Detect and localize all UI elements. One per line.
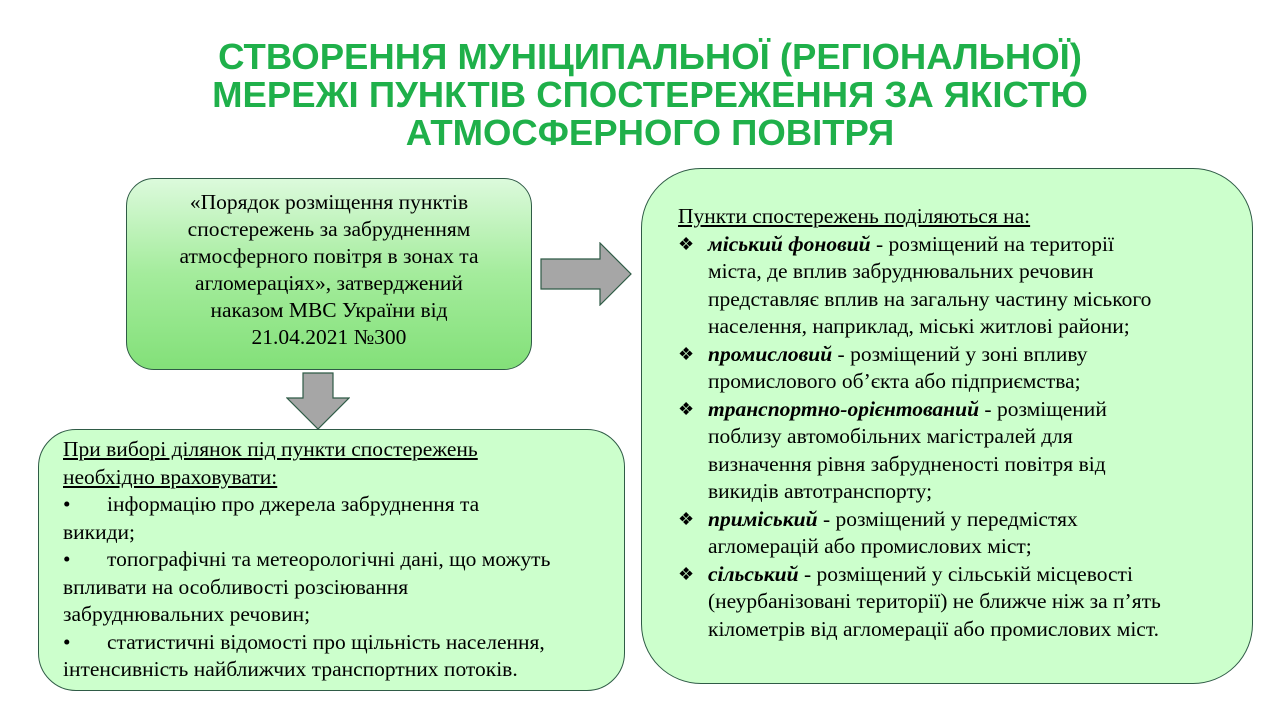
station-type-desc-line: населення, наприклад, міські житлові райони; [708, 314, 1130, 338]
station-type-desc-line: викидів автотранспорту; [708, 479, 933, 503]
diamond-bullet-icon: ❖ [678, 343, 695, 364]
station-types-heading: Пункти спостережень поділяються на: [678, 204, 1031, 228]
selection-item-3 [63, 629, 600, 657]
selection-item-3-line-1: статистичні відомості про щільність населення, [107, 629, 545, 654]
station-type-industrial [678, 341, 1236, 396]
document-line-6: 21.04.2021 №300 [251, 325, 407, 349]
station-type-desc-line: міста, де вплив забруднювальних речовин [708, 259, 1094, 283]
station-type-term: приміський [708, 506, 818, 531]
station-type-desc: - розміщений на території [870, 231, 1114, 256]
station-type-desc-line: агломерацій або промислових міст; [708, 534, 1032, 558]
selection-item-3-line-2: інтенсивність найближчих транспортних потоків. [63, 657, 518, 681]
station-type-desc-line: кілометрів від агломерації або промислових міст. [708, 616, 1159, 641]
selection-item-2 [63, 546, 600, 574]
station-type-desc: - розміщений [979, 396, 1107, 421]
station-type-desc-line: (неурбанізовані території) не ближче ніж за п’ять [708, 589, 1161, 613]
bullet-icon: • [63, 629, 71, 654]
document-line-5: наказом МВС України від [210, 298, 448, 322]
selection-item-1-line-2: викиди; [63, 519, 136, 544]
site-selection-box [38, 429, 625, 691]
selection-item-2-line-2: впливати на особливості розсіювання [63, 574, 409, 599]
station-type-urban-background [678, 231, 1236, 341]
arrow-down-icon [286, 372, 350, 430]
station-types-box [641, 168, 1253, 684]
bullet-icon: • [63, 492, 71, 516]
station-type-traffic [678, 396, 1236, 506]
station-type-term: сільський [708, 561, 799, 586]
bullet-icon: • [63, 547, 71, 571]
station-type-desc-line: промислового об’єкта або підприємства; [708, 369, 1081, 393]
document-line-1: «Порядок розміщення пунктів [189, 190, 469, 214]
diamond-bullet-icon: ❖ [678, 233, 695, 254]
station-type-term: транспортно-орієнтований [708, 396, 980, 421]
station-type-suburban [678, 506, 1236, 561]
diamond-bullet-icon: ❖ [678, 508, 695, 529]
arrow-right-icon [540, 242, 632, 306]
selection-heading-line-2: необхідно враховувати: [63, 464, 278, 489]
diamond-bullet-icon: ❖ [678, 563, 695, 584]
page-title [100, 38, 1200, 152]
document-line-4: агломераціях», затверджений [195, 271, 463, 295]
document-line-2: спостережень за забрудненням [187, 217, 471, 241]
station-type-desc: - розміщений у сільській місцевості [798, 561, 1133, 586]
selection-heading-line-1: При виборі ділянок під пункти спостережень [63, 437, 478, 461]
station-type-desc-line: визначення рівня забрудненості повітря від [708, 451, 1106, 476]
station-type-rural [678, 561, 1236, 644]
station-type-desc: - розміщений у зоні впливу [832, 341, 1088, 366]
title-line-1: СТВОРЕННЯ МУНІЦИПАЛЬНОЇ (РЕГІОНАЛЬНОЇ) [218, 36, 1082, 77]
document-line-3: атмосферного повітря в зонах та [179, 244, 479, 268]
title-line-2: МЕРЕЖІ ПУНКТІВ СПОСТЕРЕЖЕННЯ ЗА ЯКІСТЮ [212, 74, 1088, 115]
diamond-bullet-icon: ❖ [678, 398, 695, 419]
title-line-3: АТМОСФЕРНОГО ПОВІТРЯ [405, 112, 895, 153]
station-type-desc-line: поблизу автомобільних магістралей для [708, 424, 1073, 448]
selection-item-2-line-1: топографічні та метеорологічні дані, що можуть [107, 547, 551, 571]
station-type-term: промисловий [708, 341, 833, 366]
station-type-term: міський фоновий [708, 231, 871, 256]
regulation-document-box [126, 178, 532, 370]
selection-item-1-line-1: інформацію про джерела забруднення та [107, 492, 480, 516]
station-type-desc-line: представляє вплив на загальну частину міського [708, 286, 1152, 311]
station-type-desc: - розміщений у передмістях [817, 506, 1078, 531]
selection-item-1 [63, 491, 600, 519]
selection-item-2-line-3: забруднювальних речовин; [63, 602, 311, 626]
